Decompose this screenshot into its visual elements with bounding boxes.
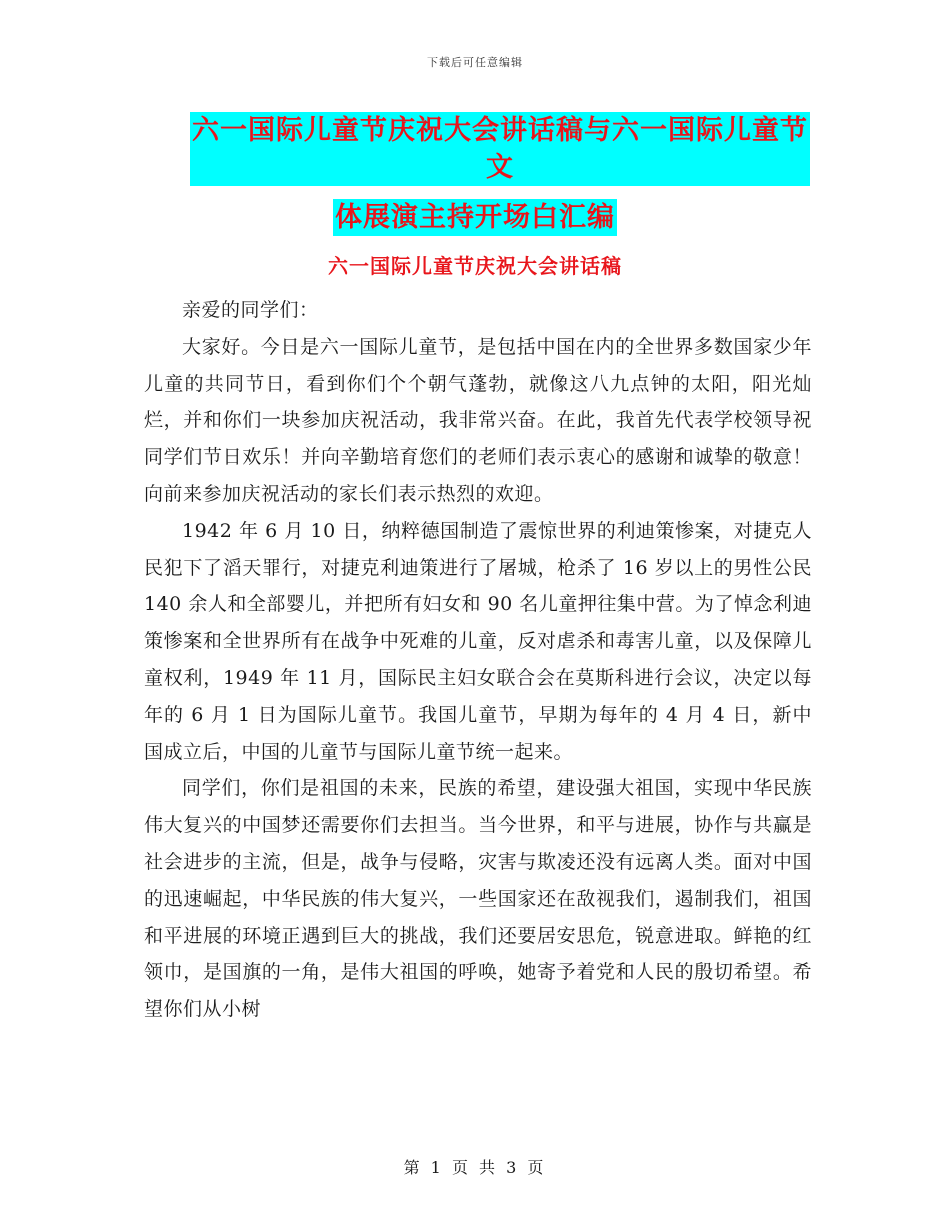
paragraph: 大家好。今日是六一国际儿童节，是包括中国在内的全世界多数国家少年儿童的共同节日，看到你们个个朝气蓬勃，就像这八九点钟的太阳，阳光灿烂，并和你们一块参加庆祝活动，我非常兴奋。在此，我首先代表学校领导祝同学们节日欢乐！并向辛勤培育您们的老师们表示衷心的感谢和诚挚的敬意！向前来参加庆祝活动的家长们表示热烈的欢迎。 bbox=[144, 335, 812, 505]
paragraph: 同学们，你们是祖国的未来，民族的希望，建设强大祖国，实现中华民族伟大复兴的中国梦还需要你们去担当。当今世界，和平与进展，协作与共赢是社会进步的主流，但是，战争与侵略，灾害与欺凌还没有远离人类。面对中国的迅速崛起，中华民族的伟大复兴，一些国家还在敌视我们，遏制我们，祖国和平进展的环境正遇到巨大的挑战，我们还要居安思危，锐意进取。鲜艳的红领巾，是国旗的一角，是伟大祖国的呼唤，她寄予着党和人民的殷切希望。希望你们从小树 bbox=[144, 777, 812, 1021]
body-text bbox=[144, 292, 812, 1028]
title-line-1: 六一国际儿童节庆祝大会讲话稿与六一国际儿童节文 bbox=[190, 112, 810, 186]
page-footer: 第 1 页 共 3 页 bbox=[403, 1158, 547, 1177]
header-note: 下载后可任意编辑 bbox=[427, 56, 523, 69]
paragraph: 1942 年 6 月 10 日，纳粹德国制造了震惊世界的利迪策惨案，对捷克人民犯下了滔天罪行，对捷克利迪策进行了屠城，枪杀了 16 岁以上的男性公民 140 余人和全部婴儿，并把所有妇女和 90 名儿童押往集中营。为了悼念利迪策惨案和全世界所有在战争中死难的儿童，反对虐杀和毒害儿童，以及保障儿童权利，1949 年 11 月，国际民主妇女联合会在莫斯科进行会议，决定以每年的 6 月 1 日为国际儿童节。我国儿童节，早期为每年的 4 月 4 日，新中国成立后，中国的儿童节与国际儿童节统一起来。 bbox=[144, 519, 812, 763]
document-title bbox=[140, 112, 810, 236]
section-heading: 六一国际儿童节庆祝大会讲话稿 bbox=[328, 254, 622, 278]
paragraph-salutation: 亲爱的同学们： bbox=[182, 299, 319, 321]
title-line-2: 体展演主持开场白汇编 bbox=[333, 199, 617, 236]
